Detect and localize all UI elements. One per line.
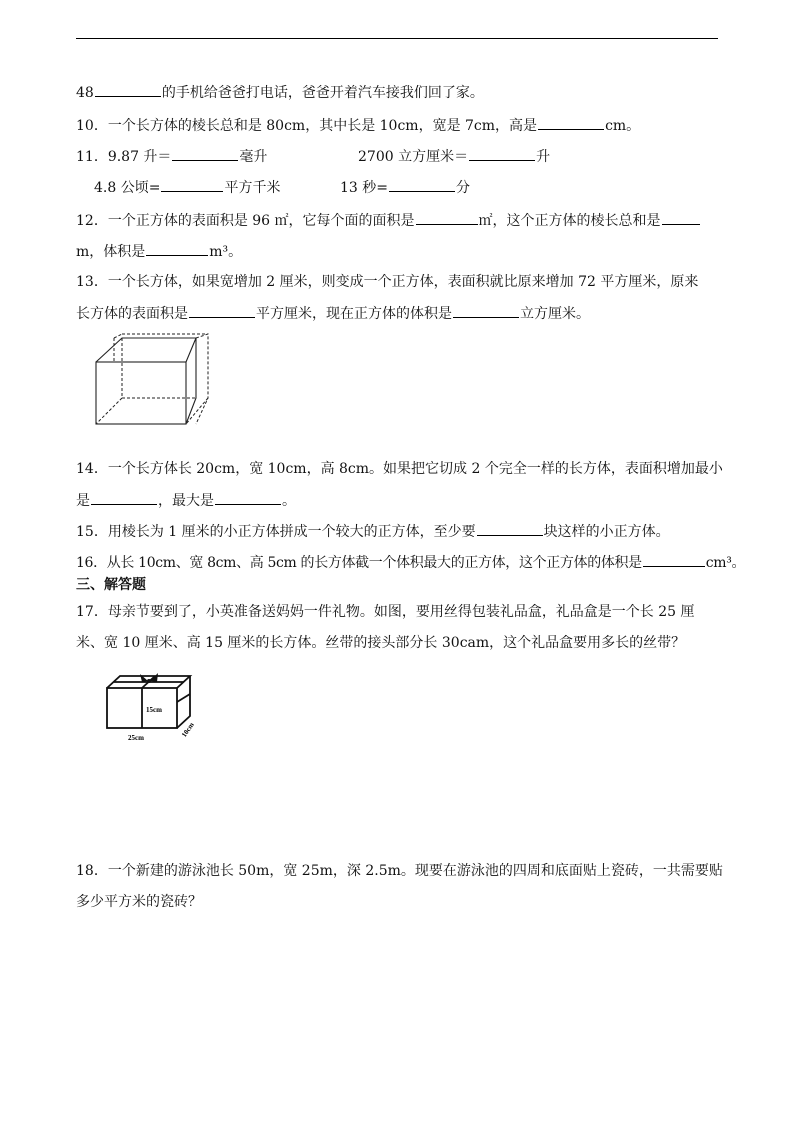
answer-blank[interactable] xyxy=(662,211,700,225)
question-13-line2 xyxy=(76,304,590,323)
question-13-line1 xyxy=(76,273,698,291)
q9-pre: 48 xyxy=(76,85,94,101)
question-11-row1b xyxy=(358,147,550,166)
question-18-line1 xyxy=(76,862,723,880)
q12-text-2: m，体积是 xyxy=(76,244,146,260)
answer-blank[interactable] xyxy=(643,553,705,567)
q14-mid: ，最大是 xyxy=(158,493,214,509)
q11a-unit: 毫升 xyxy=(239,149,268,165)
answer-blank[interactable] xyxy=(538,116,604,130)
answer-blank[interactable] xyxy=(416,211,478,225)
q15-unit: 块这样的小正方体。 xyxy=(543,524,670,540)
question-11-row2 xyxy=(94,178,280,197)
box-width-label: 10cm xyxy=(180,721,196,739)
question-14-line1 xyxy=(76,460,723,478)
q14-end: 。 xyxy=(282,493,296,509)
q11d-unit: 分 xyxy=(456,180,470,196)
answer-blank[interactable] xyxy=(453,304,519,318)
question-16 xyxy=(76,553,745,572)
answer-blank[interactable] xyxy=(389,178,455,192)
q9-post: 的手机给爸爸打电话，爸爸开着汽车接我们回了家。 xyxy=(161,85,484,101)
gift-box-figure xyxy=(104,670,206,744)
q11a-text: 11．9.87 升＝ xyxy=(76,149,172,165)
question-11-row1 xyxy=(76,147,267,166)
answer-blank[interactable] xyxy=(469,147,535,161)
section-heading: 三、解答题 xyxy=(76,577,146,593)
q11b-unit: 升 xyxy=(536,149,551,165)
q16-text: 16．从长 10cm、宽 8cm、高 5cm 的长方体截一个体积最大的正方体，这个正方体的体积是 xyxy=(76,555,642,571)
q18-text-2: 多少平方米的瓷砖？ xyxy=(76,894,202,910)
q18-text: 18．一个新建的游泳池长 50m，宽 25m，深 2.5m。现要在游泳池的四周和底面贴上瓷砖，一共需要贴 xyxy=(76,863,723,879)
question-17-line1 xyxy=(76,603,695,621)
q16-unit: cm³。 xyxy=(705,555,746,571)
answer-blank[interactable] xyxy=(477,522,543,536)
q11c-text: 4.8 公顷= xyxy=(94,180,161,196)
answer-blank[interactable] xyxy=(189,304,255,318)
answer-blank[interactable] xyxy=(95,83,161,97)
answer-blank[interactable] xyxy=(215,491,281,505)
q12-text: 12．一个正方体的表面积是 96 ㎡，它每个面的面积是 xyxy=(76,213,415,229)
box-length-label: 25cm xyxy=(128,734,144,742)
q10-unit: cm。 xyxy=(605,118,641,134)
q13-text: 13．一个长方体，如果宽增加 2 厘米，则变成一个正方体，表面积就比原来增加 72 平方厘米，原来 xyxy=(76,274,699,290)
q13-unit: 立方厘米。 xyxy=(520,306,590,322)
q13-mid: 平方厘米，现在正方体的体积是 xyxy=(256,306,452,322)
q12-mid: ㎡，这个正方体的棱长总和是 xyxy=(478,213,661,229)
question-15 xyxy=(76,522,670,541)
question-14-line2 xyxy=(76,491,296,510)
question-11-row2b xyxy=(340,178,470,197)
q11c-unit: 平方千米 xyxy=(224,180,281,196)
q12-unit: m³。 xyxy=(209,244,243,260)
answer-blank[interactable] xyxy=(91,491,157,505)
question-10 xyxy=(76,116,640,135)
question-18-line2 xyxy=(76,893,202,911)
box-height-label: 15cm xyxy=(146,706,162,714)
question-12-line1 xyxy=(76,211,701,230)
answer-blank[interactable] xyxy=(146,242,208,256)
header-rule xyxy=(76,38,718,39)
question-9-tail xyxy=(76,83,484,102)
answer-blank[interactable] xyxy=(161,178,223,192)
q11b-text: 2700 立方厘米＝ xyxy=(358,149,469,165)
q17-text-2: 米、宽 10 厘米、高 15 厘米的长方体。丝带的接头部分长 30cam，这个礼品盒要用多长的丝带？ xyxy=(76,635,686,651)
q10-text: 10．一个长方体的棱长总和是 80cm，其中长是 10cm，宽是 7cm，高是 xyxy=(76,118,538,134)
q17-text: 17．母亲节要到了，小英准备送妈妈一件礼物。如图，要用丝得包装礼品盒，礼品盒是一个长 25 厘 xyxy=(76,604,695,620)
answer-blank[interactable] xyxy=(172,147,238,161)
q13-text-2: 长方体的表面积是 xyxy=(76,306,188,322)
question-17-line2 xyxy=(76,634,685,652)
cuboid-extension-figure xyxy=(92,332,218,428)
question-12-line2 xyxy=(76,242,242,261)
q11d-text: 13 秒= xyxy=(340,180,388,196)
q15-text: 15．用棱长为 1 厘米的小正方体拼成一个较大的正方体，至少要 xyxy=(76,524,476,540)
q14-text-2: 是 xyxy=(76,493,90,509)
q14-text: 14．一个长方体长 20cm，宽 10cm，高 8cm。如果把它切成 2 个完全一样的长方体，表面积增加最小 xyxy=(76,461,723,477)
